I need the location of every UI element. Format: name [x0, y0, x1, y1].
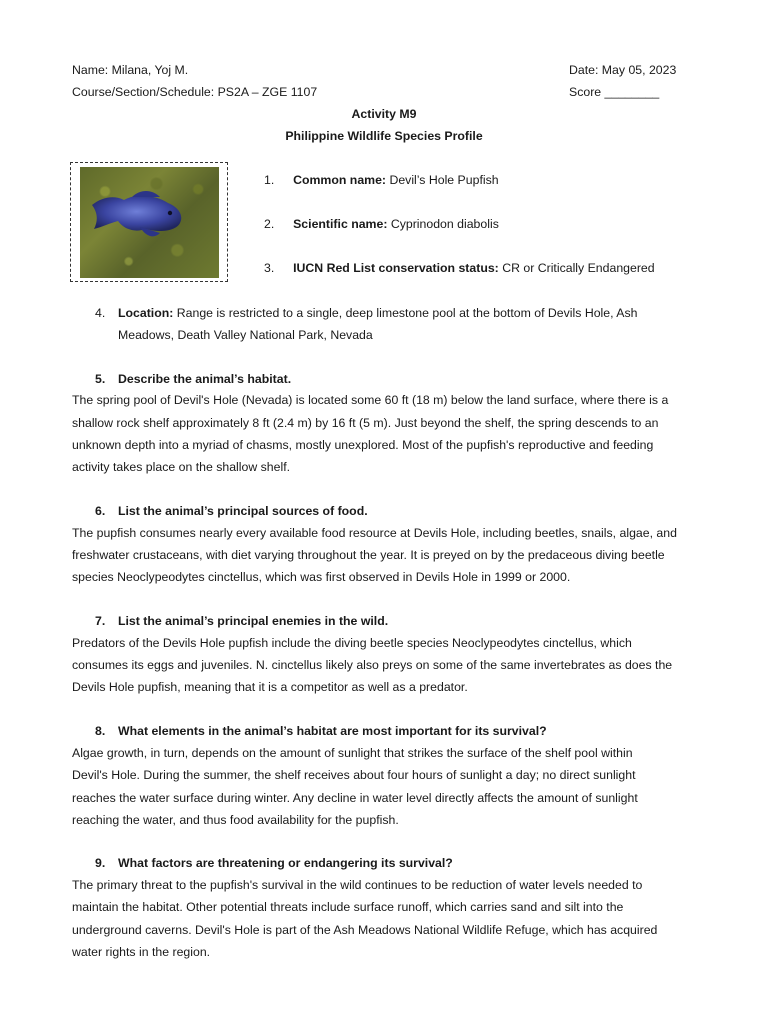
date: Date: May 05, 2023	[569, 63, 677, 77]
item-4	[118, 306, 637, 320]
fish-photo	[80, 167, 219, 278]
section-6-num: 6.	[95, 504, 106, 518]
section-9-num: 9.	[95, 856, 106, 870]
item-3-value: CR or Critically Endangered	[498, 261, 655, 275]
section-7-num: 7.	[95, 614, 106, 628]
section-7-line: Predators of the Devils Hole pupfish include the diving beetle species Neoclypeodytes cinctellus, which	[72, 636, 632, 650]
section-5-line: The spring pool of Devil's Hole (Nevada) is located some 60 ft (18 m) below the land surface, where there is a	[72, 393, 669, 407]
section-8-line: Devil's Hole. During the summer, the shelf receives about four hours of sunlight a day; no direct sunlight	[72, 768, 636, 782]
activity-title: Activity M9	[351, 107, 417, 121]
section-8-line: reaching the water, and thus food availability for the pupfish.	[72, 813, 399, 827]
section-6-line: The pupfish consumes nearly every available food resource at Devils Hole, including beetles, snails, algae, and	[72, 526, 677, 540]
section-8-line: Algae growth, in turn, depends on the amount of sunlight that strikes the surface of the shelf pool within	[72, 746, 633, 760]
section-6-line: species Neoclypeodytes cinctellus, which was first observed in Devils Hole in 1999 or 2000.	[72, 570, 571, 584]
item-1-label: Common name:	[293, 173, 387, 187]
score: Score ________	[569, 85, 660, 99]
item-3-label: IUCN Red List conservation status:	[293, 261, 499, 275]
item-2-label: Scientific name:	[293, 217, 388, 231]
section-9-heading: What factors are threatening or endangering its survival?	[118, 856, 453, 870]
student-name: Name: Milana, Yoj M.	[72, 63, 189, 77]
section-5-line: shallow rock shelf approximately 8 ft (2.4 m) by 16 ft (5 m). Just beyond the shelf, the spring descends to an	[72, 416, 659, 430]
section-5-heading: Describe the animal’s habitat.	[118, 372, 292, 386]
section-7-heading: List the animal’s principal enemies in the wild.	[118, 614, 389, 628]
item-4-label: Location:	[118, 306, 174, 320]
item-2: 2. Scientific name: Cyprinodon diabolis	[264, 217, 499, 231]
activity-subtitle: Philippine Wildlife Species Profile	[285, 129, 483, 143]
item-1: 1. Common name: Devil’s Hole Pupfish	[264, 173, 499, 187]
item-1-value: Devil’s Hole Pupfish	[386, 173, 499, 187]
section-8-line: reaches the water surface during winter. Any decline in water level directly affects the amount of sunlight	[72, 791, 638, 805]
item-2-value: Cyprinodon diabolis	[387, 217, 499, 231]
section-9-line: water rights in the region.	[72, 945, 211, 959]
section-9-line: maintain the habitat. Other potential threats include surface runoff, which carries sand and silt into the	[72, 900, 624, 914]
item-4-value-cont: Meadows, Death Valley National Park, Nevada	[118, 328, 373, 342]
pupfish-image	[80, 167, 219, 278]
section-7-line: consumes its eggs and juveniles. N. cinctellus likely also preys on some of the same invertebrates as does the	[72, 658, 673, 672]
section-6-heading: List the animal’s principal sources of food.	[118, 504, 368, 518]
section-5-line: activity takes place on the shallow shelf.	[72, 460, 291, 474]
section-8-num: 8.	[95, 724, 106, 738]
section-9-line: underground caverns. Devil's Hole is part of the Ash Meadows National Wildlife Refuge, which has acquired	[72, 923, 658, 937]
section-5-line: unknown depth into a myriad of chasms, mostly unexplored. Most of the pupfish's reproductive and feeding	[72, 438, 654, 452]
section-9-line: The primary threat to the pupfish's survival in the wild continues to be reduction of water levels needed to	[72, 878, 643, 892]
item-3: 3. IUCN Red List conservation status: CR or Critically Endangered	[264, 261, 655, 275]
item-4-num: 4.	[95, 306, 106, 320]
section-5-num: 5.	[95, 372, 106, 386]
course-section: Course/Section/Schedule: PS2A – ZGE 1107	[72, 85, 318, 99]
section-6-line: freshwater crustaceans, with diet varying throughout the year. It is preyed on by the predaceous diving beetle	[72, 548, 665, 562]
section-8-heading: What elements in the animal’s habitat are most important for its survival?	[118, 724, 547, 738]
item-4-value: Range is restricted to a single, deep limestone pool at the bottom of Devils Hole, Ash	[173, 306, 638, 320]
section-7-line: Devils Hole pupfish, meaning that it is a competitor as well as a predator.	[72, 680, 468, 694]
photo-frame	[70, 162, 228, 282]
